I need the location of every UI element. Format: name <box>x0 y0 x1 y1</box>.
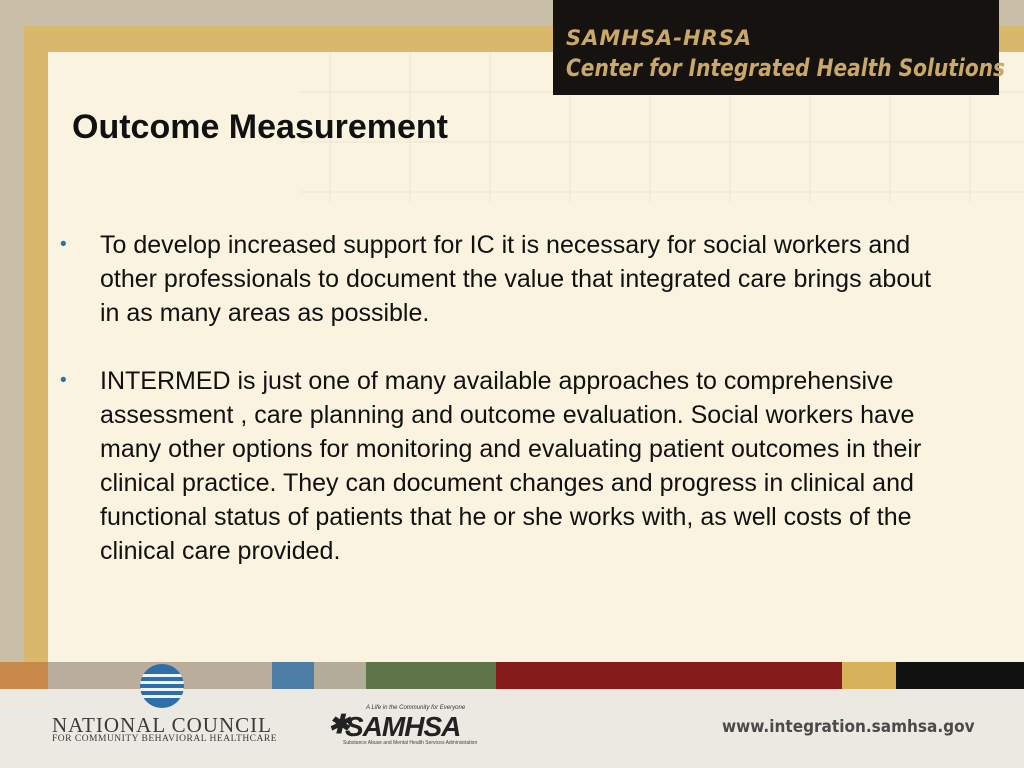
samhsa-tagline: A Life in the Community for Everyone <box>366 705 466 711</box>
bullet-list <box>56 228 956 602</box>
color-stripe-8 <box>896 662 1024 689</box>
bullet-item <box>56 364 956 568</box>
samhsa-subline: Substance Abuse and Mental Health Services Administration <box>343 740 478 746</box>
bullet-marker: • <box>60 370 67 391</box>
slide-title: Outcome Measurement <box>72 108 448 146</box>
bullet-text: INTERMED is just one of many available approaches to comprehensive assessment , care planning and outcome evaluation. Social workers have many other options for monitoring and evaluating patient outcomes in their clinical practice. They can document changes and progress in clinical and functional status of patients that he or she works with, as well costs of the clinical care provided. <box>100 367 922 565</box>
color-stripe-4 <box>314 662 366 689</box>
samhsa-logo-text: SAMHSA <box>345 711 461 742</box>
color-stripe-5 <box>366 662 496 689</box>
header-center-name: Center for Integrated Health Solutions <box>566 54 1006 82</box>
color-stripe-6 <box>496 662 842 689</box>
left-border <box>0 26 24 662</box>
website-url[interactable]: www.integration.samhsa.gov <box>722 717 975 737</box>
color-stripe-1 <box>0 662 48 689</box>
national-council-subtitle: FOR COMMUNITY BEHAVIORAL HEALTHCARE <box>52 734 278 744</box>
color-stripe-3 <box>272 662 314 689</box>
bullet-marker: • <box>60 234 67 255</box>
national-council-logo-text: NATIONAL COUNCIL <box>52 713 272 737</box>
national-council-globe-icon <box>140 664 184 708</box>
samhsa-figure-icon: ✱ <box>328 709 350 739</box>
header-org-name: SAMHSA-HRSA <box>566 26 753 50</box>
color-stripe-7 <box>842 662 896 689</box>
bullet-text: To develop increased support for IC it is necessary for social workers and other professionals to document the value that integrated care brings about in as many areas as possible. <box>100 231 932 327</box>
bullet-item <box>56 228 956 330</box>
